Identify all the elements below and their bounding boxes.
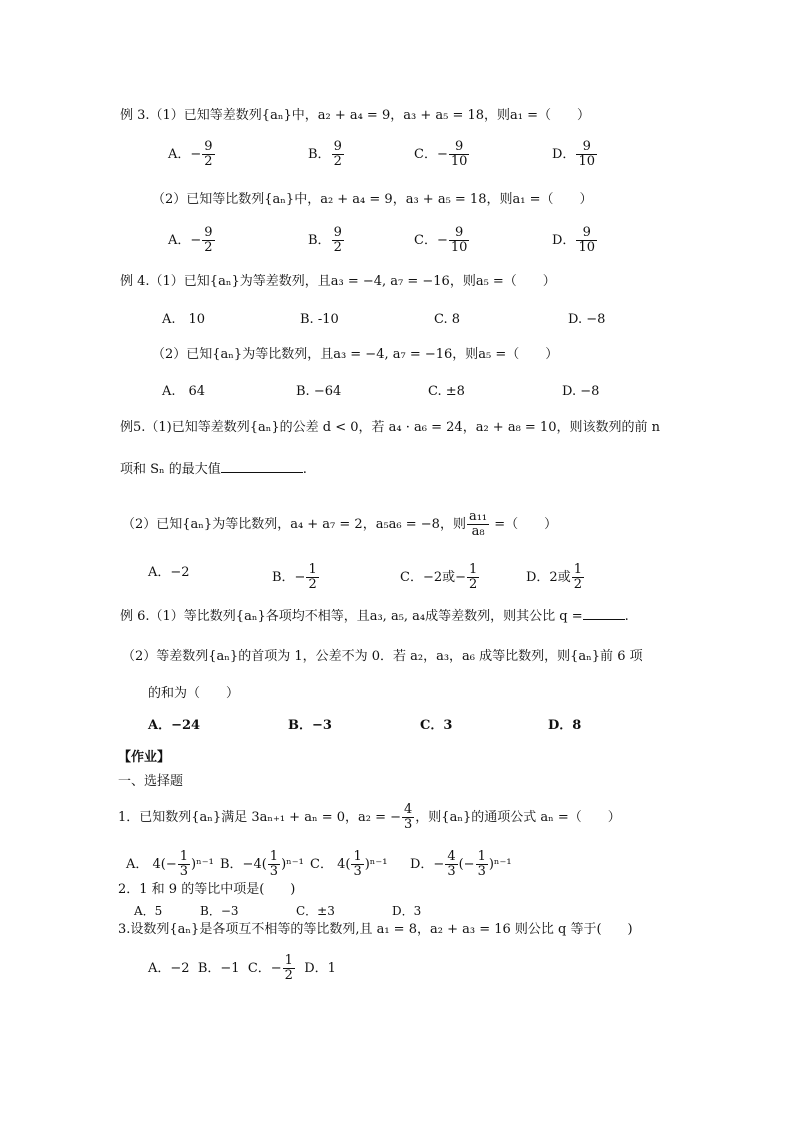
ex3-q1-option-b: B． $\frac{9}{2}$	[308, 139, 342, 169]
fraction: $\frac{1}{3}$	[179, 849, 189, 879]
ex3-q2-option-d: D． $\frac{9}{10}$	[552, 225, 595, 255]
ex6-q2-option-d: D．8	[548, 718, 582, 733]
fraction: $\frac{9}{10}$	[450, 225, 468, 255]
homework-title: 【作业】	[118, 750, 171, 765]
ex4-q1: 例 4.（1）已知{aₙ}为等差数列，且a₃ = −4, a₇ = −16，则a₅ =（ ）	[120, 274, 556, 289]
fraction: $\frac{4}{3}$	[404, 802, 413, 832]
ex6-q2-line1: （2）等差数列{aₙ}的首项为 1，公差不为 0．若 a₂，a₃，a₆ 成等比数列，则{aₙ}前 6 项	[122, 649, 643, 664]
ex3-q1-option-c: C．− $\frac{9}{10}$	[414, 139, 468, 169]
fraction: $\frac{9}{2}$	[204, 225, 213, 255]
fraction: $\frac{9}{10}$	[578, 139, 595, 169]
ex5-q2-option-b: B．− $\frac{1}{2}$	[272, 562, 317, 592]
homework-p3-option-a: A．−2	[148, 961, 190, 976]
ex6-q2-option-b: B．−3	[288, 718, 332, 733]
homework-p2-option-a: A．5	[134, 904, 163, 918]
ex3-q1: 例 3.（1）已知等差数列{aₙ}中，a₂ + a₄ = 9，a₃ + a₅ = 18，则a₁ =（ ）	[120, 108, 590, 123]
fraction: $\frac{4}{3}$	[447, 849, 456, 879]
fraction: $\frac{9}{10}$	[450, 139, 468, 169]
ex4-q2-option-b: B. −64	[296, 384, 342, 399]
fraction: $\frac{1}{2}$	[469, 562, 478, 592]
homework-p2-option-c: C．±3	[296, 904, 335, 918]
homework-section: 一、选择题	[118, 774, 184, 789]
ex3-q1-option-a: A．− $\frac{9}{2}$	[168, 139, 213, 169]
fraction: $\frac{9}{10}$	[578, 225, 595, 255]
homework-p3-option-c: C．− $\frac{1}{2}$	[247, 953, 293, 983]
fraction: $\frac{1}{3}$	[353, 849, 362, 879]
ex5-q2-option-a: A．−2	[148, 565, 190, 580]
fraction: $\frac{1}{2}$	[284, 953, 293, 983]
ex5-q1-line2: 项和 Sₙ 的最大值 .	[120, 462, 307, 477]
homework-p2-option-b: B．−3	[200, 904, 239, 918]
ex3-q2-option-a: A．− $\frac{9}{2}$	[168, 225, 213, 255]
ex4-q2-option-d: D. −8	[562, 384, 600, 399]
ex3-q2: （2）已知等比数列{aₙ}中，a₂ + a₄ = 9，a₃ + a₅ = 18，则a₁ =（ ）	[152, 192, 593, 207]
ex4-q2: （2）已知{aₙ}为等比数列，且a₃ = −4, a₇ = −16，则a₅ =（ ）	[152, 347, 559, 362]
homework-p1-option-a: A． 4(− $\frac{1}{3}$ )ⁿ⁻¹	[126, 849, 214, 879]
ex4-q1-option-a: A. 10	[162, 312, 206, 327]
ex6-q2-line2: 的和为（ ）	[148, 686, 240, 701]
fraction: $\frac{1}{3}$	[269, 849, 279, 879]
ex4-q2-option-c: C. ±8	[428, 384, 465, 399]
ex6-q1: 例 6.（1）等比数列{aₙ}各项均不相等，且a₃, a₅, a₄成等差数列，则其公比 q = .	[120, 609, 629, 624]
ex3-q1-option-d: D． $\frac{9}{10}$	[552, 139, 595, 169]
fraction: $\frac{9}{2}$	[333, 139, 342, 169]
ex5-q2-option-c: C．−2或− $\frac{1}{2}$	[400, 562, 478, 592]
ex4-q2-option-a: A. 64	[162, 384, 206, 399]
fraction: $\frac{1}{2}$	[573, 562, 582, 592]
homework-p3-options	[148, 954, 336, 983]
fraction: $\frac{9}{2}$	[204, 139, 213, 169]
ex6-q2-option-c: C．3	[420, 718, 453, 733]
fraction: $\frac{9}{2}$	[333, 225, 342, 255]
ex4-q1-option-b: B. -10	[300, 312, 339, 327]
ex5-q2-option-d: D．2或 $\frac{1}{2}$	[526, 562, 582, 592]
homework-p1-option-b: B．−4( $\frac{1}{3}$ )ⁿ⁻¹	[220, 849, 304, 879]
ex6-q2-option-a: A．−24	[148, 718, 201, 733]
homework-p3: 3.设数列{aₙ}是各项互不相等的等比数列,且 a₁ = 8，a₂ + a₃ = 16 则公比 q 等于( )	[118, 922, 633, 937]
fraction: $\frac{1}{2}$	[308, 562, 317, 592]
fraction: $\frac{1}{3}$	[477, 849, 486, 879]
homework-p2: 2．1 和 9 的等比中项是( )	[118, 882, 296, 897]
homework-p3-option-b: B．−1	[197, 961, 240, 976]
homework-p1-option-d: D．− $\frac{4}{3}$ (− $\frac{1}{3}$ )ⁿ⁻¹	[410, 849, 512, 879]
homework-p3-option-d: D．1	[304, 961, 336, 976]
answer-blank	[221, 472, 303, 473]
ex5-q1-line1: 例5.（1)已知等差数列{aₙ}的公差 d < 0，若 a₄ · a₆ = 24，a₂ + a₈ = 10，则该数列的前 n	[120, 420, 660, 435]
ex3-q2-option-c: C．− $\frac{9}{10}$	[414, 225, 468, 255]
answer-blank	[583, 619, 625, 620]
homework-p2-option-d: D．3	[392, 904, 422, 918]
ex3-q2-option-b: B． $\frac{9}{2}$	[308, 225, 342, 255]
ex4-q1-option-c: C. 8	[434, 312, 461, 327]
fraction: $\frac{\text{a₁₁}}{\text{a₈}}$	[468, 509, 488, 539]
ex5-q2: （2）已知{aₙ}为等比数列，a₄ + a₇ = 2，a₅a₆ = −8，则 $\frac{\text{a₁₁}}{\text{a₈}}$ =（ ）	[122, 509, 558, 539]
homework-p1-option-c: C． 4( $\frac{1}{3}$ )ⁿ⁻¹	[310, 849, 388, 879]
homework-p1: 1．已知数列{aₙ}满足 3aₙ₊₁ + aₙ = 0，a₂ = − $\frac{4}{3}$ ，则{aₙ}的通项公式 aₙ =（ ）	[118, 802, 621, 832]
ex4-q1-option-d: D. −8	[568, 312, 606, 327]
